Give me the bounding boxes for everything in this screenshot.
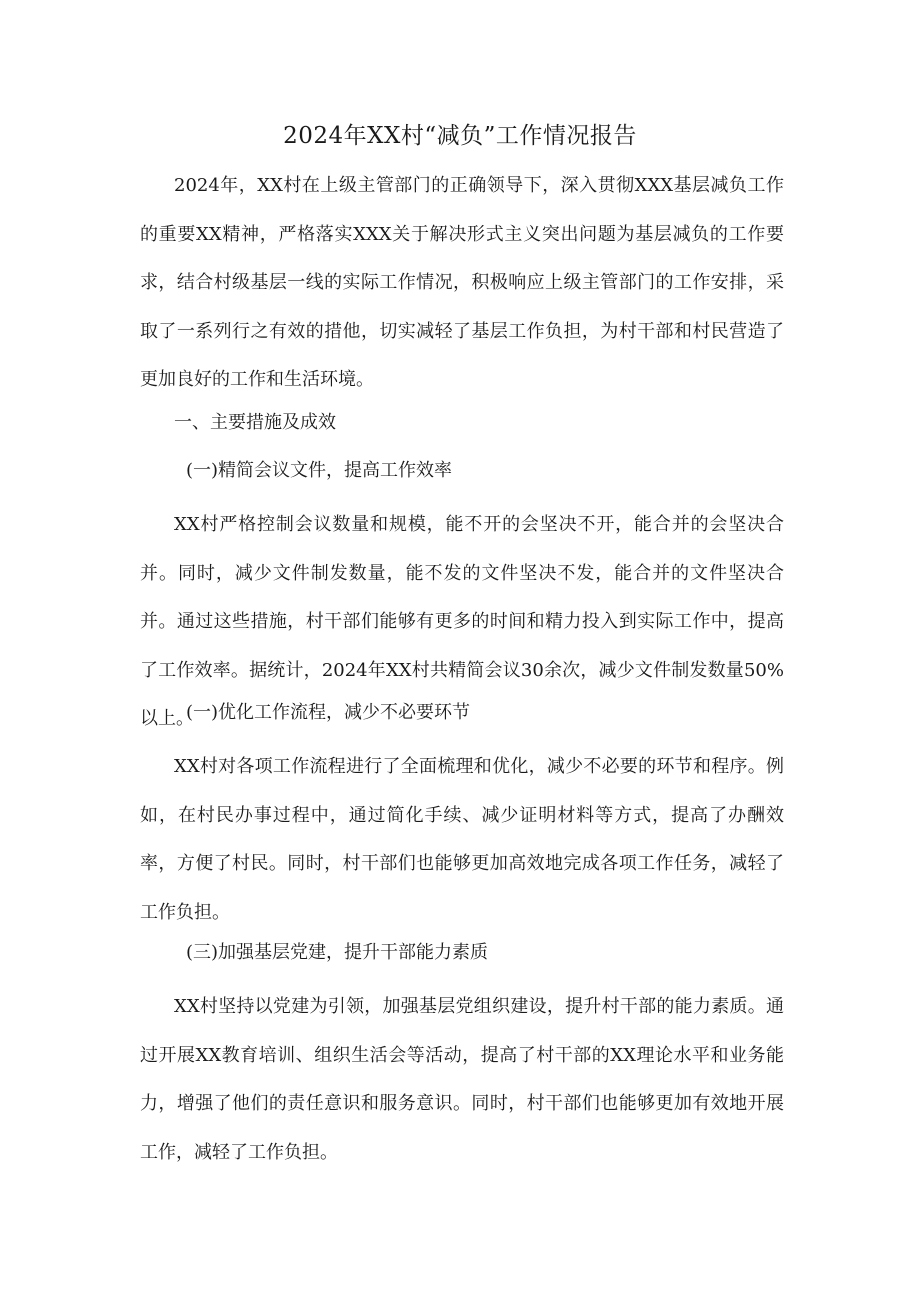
body-paragraph: XX村坚持以党建为引领，加强基层党组织建设，提升村干部的能力素质。通过开展XX教育培训、组织生活会等活动，提高了村干部的XX理论水平和业务能力，增强了他们的责任意识和服务意识。同时，村干部们也能够更加有效地开展工作，减轻了工作负担。 (140, 996, 784, 1163)
subsection-heading: (一)精简会议文件，提高工作效率 (186, 460, 453, 481)
body-paragraph: XX村对各项工作流程进行了全面梳理和优化，减少不必要的环节和程序。例如，在村民办事过程中，通过简化手续、减少证明材料等方式，提高了办酬效率，方便了村民。同时，村干部们也能够更加高效地完成各项工作任务，减轻了工作负担。 (140, 756, 784, 923)
subsection-heading: (三)加强基层党建，提升干部能力素质 (186, 942, 489, 963)
intro-paragraph: 2024年，XX村在上级主管部门的正确领导下，深入贯彻XXX基层减负工作的重要XX精神，严格落实XXX关于解决形式主义突出问题为基层减负的工作要求，结合村级基层一线的实际工作情况，积极响应上级主管部门的工作安排，采取了一系列行之有效的措他，切实减轻了基层工作负担，为村干部和村民营造了更加良好的工作和生活环境。 (140, 175, 784, 390)
body-paragraph: XX村严格控制会议数量和规模，能不开的会坚决不开，能合并的会坚决合并。同时，减少文件制发数量，能不发的文件坚决不发，能合并的文件坚决合并。通过这些措施，村干部们能够有更多的时间和精力投入到实际工作中，提高了工作效率。据统计，2024年XX村共精简会议30余次，减少文件制发数量50%以上。 (140, 514, 784, 729)
subsection-heading: (一)优化工作流程，减少不必要环节 (186, 702, 471, 723)
section-heading: 一、主要措施及成效 (174, 412, 336, 433)
document-title: 2024年XX村“减负”工作情况报告 (283, 123, 637, 149)
